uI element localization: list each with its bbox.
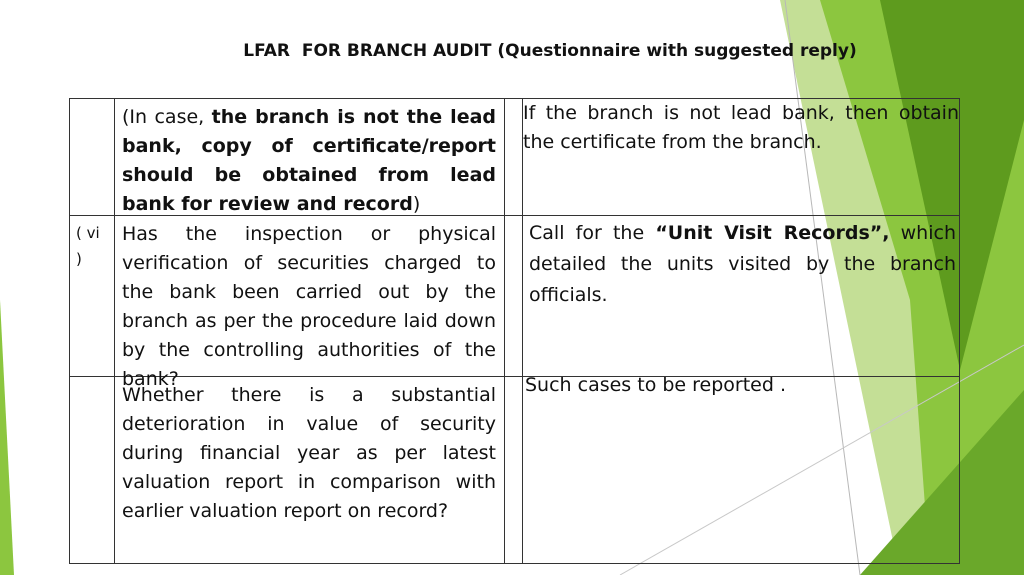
row-2-reply-suffix: which detailed the units visited by the branch officials. <box>529 222 956 306</box>
table-divider-question <box>504 98 505 564</box>
row-1-question-prefix: (In case, <box>122 106 212 128</box>
row-2-reply <box>529 218 956 311</box>
table-border-left <box>69 98 70 564</box>
green-left-edge-sliver <box>0 300 14 575</box>
row-1-question-bold: the branch is not the lead bank, copy of certificate/report should be obtained from lead bank for review and record <box>122 106 496 215</box>
row-2-question: Has the inspection or physical verification of securities charged to the bank been carried out by the branch as per the procedure laid down by the controlling authorities of the bank? <box>122 223 496 390</box>
row-1-question <box>122 103 496 219</box>
table-border-bottom <box>69 563 960 564</box>
slide-title: LFAR FOR BRANCH AUDIT (Questionnaire with suggested reply) <box>243 41 857 61</box>
table-divider-num <box>114 98 115 564</box>
row-3-question: Whether there is a substantial deterioration in value of security during financial year as per latest valuation report in comparison with earlier valuation report on record? <box>122 384 496 522</box>
table-divider-gap <box>522 98 523 564</box>
row-1-reply: If the branch is not lead bank, then obtain the certificate from the branch. <box>523 102 959 153</box>
table-border-right <box>959 98 960 564</box>
row-1-question-suffix: ) <box>412 193 421 215</box>
row-2-number: ( vi ) <box>76 224 100 268</box>
row-3-reply: Such cases to be reported . <box>525 374 787 396</box>
row-2-reply-prefix: Call for the <box>529 222 656 244</box>
row-2-reply-bold: “Unit Visit Records”, <box>655 222 890 244</box>
